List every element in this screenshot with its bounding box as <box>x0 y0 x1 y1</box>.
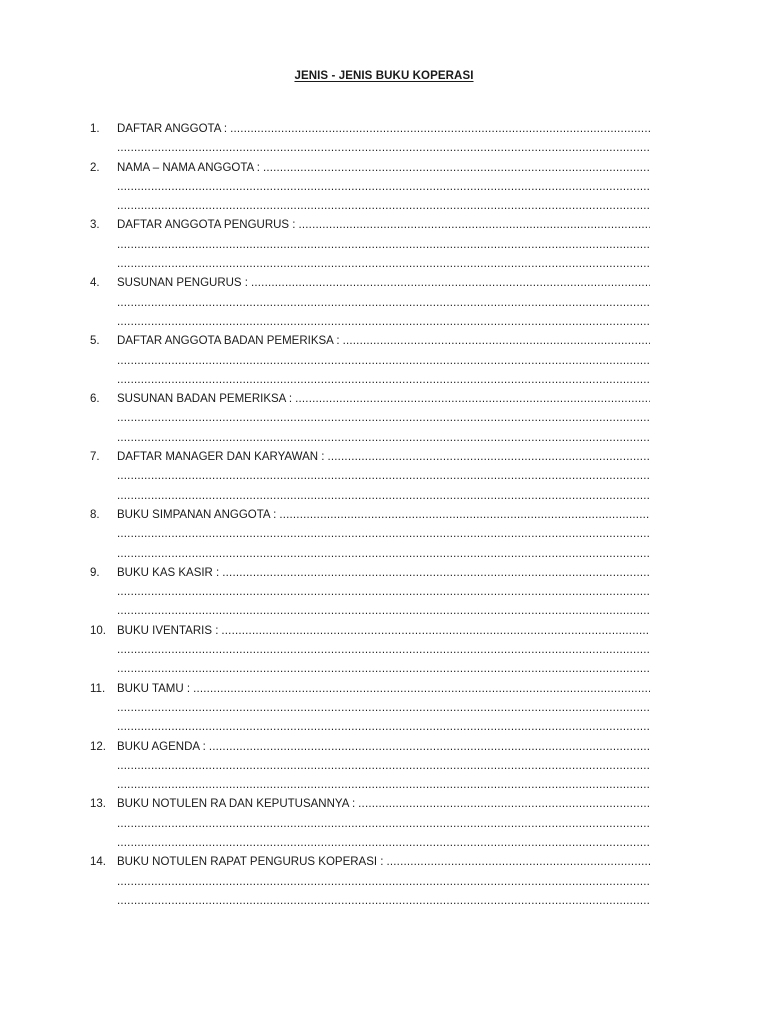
item-label: BUKU IVENTARIS : <box>117 624 219 637</box>
list-item <box>90 680 650 738</box>
document-title: JENIS - JENIS BUKU KOPERASI <box>294 70 474 82</box>
item-label: DAFTAR ANGGOTA BADAN PEMERIKSA : <box>117 335 340 348</box>
item-number: 8. <box>90 508 100 521</box>
item-number: 6. <box>90 393 100 406</box>
item-label: DAFTAR MANAGER DAN KARYAWAN : <box>117 451 325 464</box>
fill-in-line <box>117 545 650 564</box>
fill-in-line <box>222 564 650 583</box>
fill-in-line <box>117 602 650 621</box>
list-item <box>90 332 650 390</box>
item-number: 5. <box>90 335 100 348</box>
item-label: BUKU AGENDA : <box>117 740 206 753</box>
fill-in-line <box>117 352 650 371</box>
fill-in-line <box>117 313 650 332</box>
fill-in-line <box>299 216 651 235</box>
item-label: BUKU NOTULEN RA DAN KEPUTUSANNYA : <box>117 798 356 811</box>
fill-in-line <box>117 429 650 448</box>
fill-in-line <box>221 622 650 641</box>
list-item <box>90 216 650 274</box>
fill-in-line <box>117 815 650 834</box>
item-number: 13. <box>90 798 106 811</box>
fill-in-line <box>117 294 650 313</box>
fill-in-line <box>230 120 650 139</box>
item-label: BUKU SIMPANAN ANGGOTA : <box>117 508 277 521</box>
fill-in-line <box>117 873 650 892</box>
list-item <box>90 390 650 448</box>
item-label: BUKU KAS KASIR : <box>117 566 220 579</box>
fill-in-line <box>117 409 650 428</box>
list-item <box>90 448 650 506</box>
item-label: NAMA – NAMA ANGGOTA : <box>117 161 260 174</box>
fill-in-line <box>117 718 650 737</box>
fill-in-line <box>117 834 650 853</box>
fill-in-line <box>209 738 650 757</box>
list-item <box>90 795 650 853</box>
item-label: BUKU NOTULEN RAPAT PENGURUS KOPERASI : <box>117 856 384 869</box>
item-number: 9. <box>90 566 100 579</box>
fill-in-line <box>343 332 650 351</box>
fill-in-line <box>117 467 650 486</box>
fill-in-line <box>117 236 650 255</box>
fill-in-line <box>117 660 650 679</box>
item-number: 7. <box>90 451 100 464</box>
item-number: 1. <box>90 123 100 135</box>
item-label: DAFTAR ANGGOTA PENGURUS : <box>117 219 296 232</box>
item-number: 14. <box>90 856 106 869</box>
item-label: SUSUNAN PENGURUS : <box>117 277 248 290</box>
fill-in-line <box>117 583 650 602</box>
fill-in-line <box>327 448 650 467</box>
fill-in-line <box>117 139 650 158</box>
fill-in-line <box>386 853 650 872</box>
fill-in-line <box>117 776 650 795</box>
fill-in-line <box>117 178 650 197</box>
fill-in-line <box>117 757 650 776</box>
list-item <box>90 622 650 680</box>
fill-in-line <box>263 159 650 178</box>
fill-in-line <box>117 699 650 718</box>
item-label: SUSUNAN BADAN PEMERIKSA : <box>117 393 293 406</box>
item-number: 12. <box>90 740 106 753</box>
fill-in-line <box>358 795 650 814</box>
fill-in-line <box>251 274 650 293</box>
fill-in-line <box>117 197 650 216</box>
list-item <box>90 120 650 159</box>
item-number: 11. <box>90 682 106 695</box>
list-item <box>90 506 650 564</box>
fill-in-line <box>117 255 650 274</box>
list-item <box>90 738 650 796</box>
item-label: DAFTAR ANGGOTA : <box>117 123 228 135</box>
fill-in-line <box>279 506 650 525</box>
fill-in-line <box>117 525 650 544</box>
book-type-list <box>90 120 650 911</box>
fill-in-line <box>117 892 650 911</box>
item-label: BUKU TAMU : <box>117 682 191 695</box>
fill-in-line <box>117 641 650 660</box>
item-number: 10. <box>90 624 106 637</box>
item-number: 2. <box>90 161 100 174</box>
list-item <box>90 159 650 217</box>
item-number: 4. <box>90 277 100 290</box>
list-item <box>90 564 650 622</box>
fill-in-line <box>117 371 650 390</box>
list-item <box>90 853 650 911</box>
fill-in-line <box>117 487 650 506</box>
list-item <box>90 274 650 332</box>
fill-in-line <box>295 390 650 409</box>
item-number: 3. <box>90 219 100 232</box>
fill-in-line <box>193 680 650 699</box>
